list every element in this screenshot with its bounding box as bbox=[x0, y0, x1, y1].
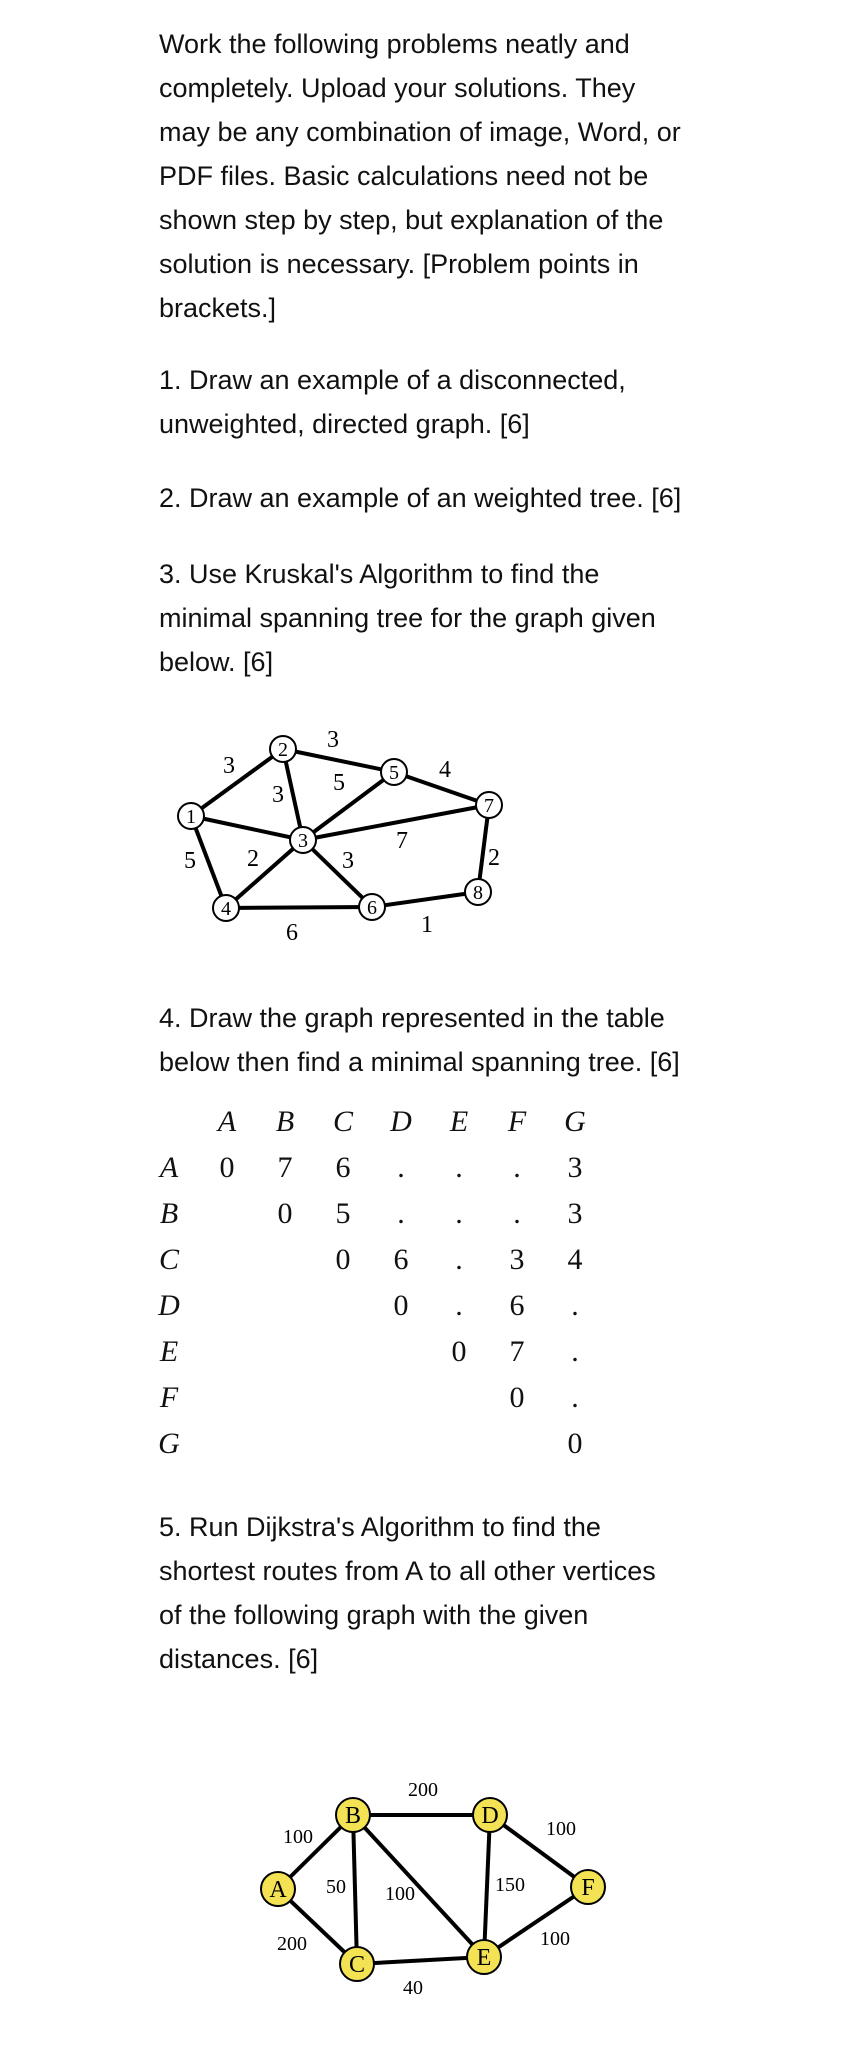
matrix-cell: . bbox=[455, 1151, 463, 1184]
node-label: 3 bbox=[298, 830, 308, 852]
matrix-row-header: A bbox=[159, 1151, 179, 1184]
matrix-cell: 0 bbox=[335, 1243, 351, 1276]
edge-B-C bbox=[353, 1815, 357, 1964]
node-label: 8 bbox=[473, 882, 483, 904]
node-label: C bbox=[348, 1952, 366, 1978]
node-label: 5 bbox=[389, 762, 399, 784]
node-label: 6 bbox=[367, 897, 377, 919]
edge-D-E bbox=[484, 1815, 490, 1957]
matrix-cell: . bbox=[513, 1197, 521, 1230]
problem-line: shortest routes from A to all other vertices bbox=[159, 1556, 656, 1586]
intro-line: PDF files. Basic calculations need not be bbox=[159, 161, 649, 191]
node-label: F bbox=[581, 1875, 595, 1901]
problem-line: 3. Use Kruskal's Algorithm to find the bbox=[159, 559, 600, 589]
matrix-col-header: A bbox=[217, 1105, 237, 1138]
matrix-cell: . bbox=[455, 1243, 463, 1276]
edge-weight: 7 bbox=[396, 828, 408, 854]
matrix-cell: . bbox=[513, 1151, 521, 1184]
matrix-row-header: B bbox=[159, 1197, 179, 1230]
matrix-cell: 4 bbox=[567, 1243, 583, 1276]
intro-line: shown step by step, but explanation of the bbox=[159, 205, 664, 235]
matrix-cell: 7 bbox=[509, 1335, 525, 1368]
matrix-cell: 6 bbox=[393, 1243, 409, 1276]
edge-weight: 4 bbox=[439, 757, 451, 783]
edge-weight: 100 bbox=[546, 1818, 576, 1840]
edge-weight: 5 bbox=[333, 770, 345, 796]
matrix-row-header: F bbox=[159, 1381, 179, 1414]
matrix-cell: 0 bbox=[451, 1335, 467, 1368]
problem-line: of the following graph with the given bbox=[159, 1600, 589, 1630]
intro-line: Work the following problems neatly and bbox=[159, 29, 630, 59]
edge-weight: 2 bbox=[488, 845, 500, 871]
edge-weight: 200 bbox=[408, 1779, 438, 1801]
matrix-cell: . bbox=[571, 1335, 579, 1368]
edge-weight: 3 bbox=[342, 848, 354, 874]
matrix-row-header: D bbox=[158, 1289, 180, 1322]
edge-weight: 100 bbox=[385, 1883, 415, 1905]
node-label: B bbox=[344, 1803, 362, 1829]
matrix-cell: . bbox=[455, 1289, 463, 1322]
edge-weight: 5 bbox=[184, 848, 196, 874]
matrix-cell: . bbox=[571, 1289, 579, 1322]
matrix-col-header: B bbox=[275, 1105, 295, 1138]
edge-weight: 1 bbox=[421, 912, 433, 938]
matrix-col-header: G bbox=[564, 1105, 586, 1138]
matrix-cell: . bbox=[571, 1381, 579, 1414]
edge-weight: 100 bbox=[283, 1826, 313, 1848]
matrix-cell: . bbox=[455, 1197, 463, 1230]
node-label: E bbox=[476, 1945, 492, 1971]
matrix-cell: 3 bbox=[509, 1243, 525, 1276]
intro-line: solution is necessary. [Problem points in bbox=[159, 249, 639, 279]
node-label: D bbox=[481, 1803, 499, 1829]
matrix-col-header: F bbox=[507, 1105, 527, 1138]
problem-line: unweighted, directed graph. [6] bbox=[159, 409, 530, 439]
node-label: 2 bbox=[278, 739, 288, 761]
matrix-cell: 0 bbox=[509, 1381, 525, 1414]
edge-weight: 50 bbox=[326, 1876, 346, 1898]
edge-weight: 3 bbox=[272, 782, 284, 808]
edge-weight: 100 bbox=[540, 1928, 570, 1950]
node-label: A bbox=[269, 1877, 287, 1903]
node-label: 1 bbox=[186, 806, 196, 828]
matrix-cell: . bbox=[397, 1197, 405, 1230]
problem-line: 1. Draw an example of a disconnected, bbox=[159, 365, 626, 395]
matrix-row-header: G bbox=[158, 1427, 180, 1460]
matrix-col-header: C bbox=[332, 1105, 353, 1138]
matrix-cell: . bbox=[397, 1151, 405, 1184]
edge-C-E bbox=[357, 1957, 484, 1964]
problem-line: below then find a minimal spanning tree. [6] bbox=[159, 1047, 680, 1077]
matrix-col-header: E bbox=[449, 1105, 469, 1138]
node-label: 4 bbox=[221, 898, 231, 920]
edge-weight: 3 bbox=[327, 727, 339, 753]
matrix-cell: 0 bbox=[277, 1197, 293, 1230]
matrix-cell: 0 bbox=[567, 1427, 583, 1460]
edge-B-E bbox=[353, 1815, 484, 1957]
problem-line: 5. Run Dijkstra's Algorithm to find the bbox=[159, 1512, 601, 1542]
edge-weight: 2 bbox=[247, 846, 259, 872]
problem-line: below. [6] bbox=[159, 647, 274, 677]
intro-line: brackets.] bbox=[159, 293, 277, 323]
intro-line: may be any combination of image, Word, or bbox=[159, 117, 681, 147]
edge-E-F bbox=[484, 1887, 588, 1957]
node-label: 7 bbox=[484, 795, 494, 817]
edge-weight: 6 bbox=[286, 920, 298, 946]
problem-line: minimal spanning tree for the graph given bbox=[159, 603, 656, 633]
edge-weight: 40 bbox=[403, 1977, 423, 1999]
matrix-cell: 7 bbox=[277, 1151, 293, 1184]
edge-weight: 150 bbox=[495, 1874, 525, 1896]
problem-line: 2. Draw an example of an weighted tree. [6] bbox=[159, 483, 682, 513]
matrix-cell: 5 bbox=[335, 1197, 351, 1230]
matrix-cell: 0 bbox=[393, 1289, 409, 1322]
edge-weight: 200 bbox=[277, 1933, 307, 1955]
edge-weight: 3 bbox=[223, 753, 235, 779]
problem-line: distances. [6] bbox=[159, 1644, 319, 1674]
problem-line: 4. Draw the graph represented in the table bbox=[159, 1003, 665, 1033]
matrix-row-header: C bbox=[158, 1243, 179, 1276]
matrix-col-header: D bbox=[390, 1105, 412, 1138]
matrix-cell: 0 bbox=[219, 1151, 235, 1184]
matrix-cell: 3 bbox=[567, 1197, 583, 1230]
matrix-cell: 6 bbox=[335, 1151, 351, 1184]
matrix-row-header: E bbox=[159, 1335, 179, 1368]
matrix-cell: 6 bbox=[509, 1289, 525, 1322]
matrix-cell: 3 bbox=[567, 1151, 583, 1184]
intro-line: completely. Upload your solutions. They bbox=[159, 73, 636, 103]
